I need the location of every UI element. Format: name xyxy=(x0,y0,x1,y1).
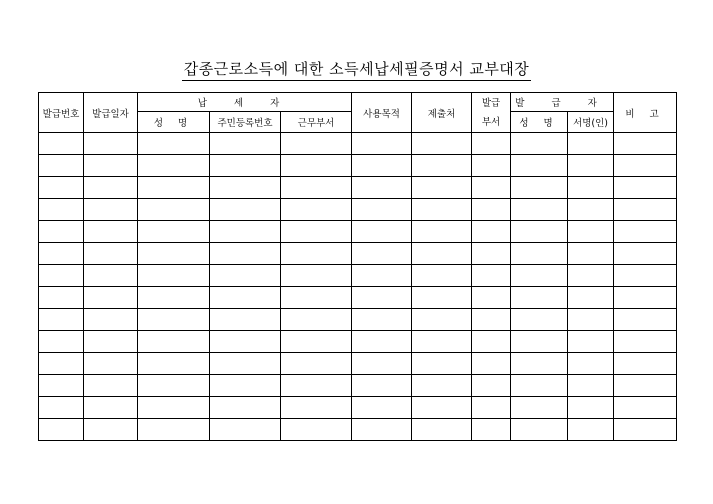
table-cell[interactable] xyxy=(614,243,677,265)
table-cell[interactable] xyxy=(568,221,614,243)
table-cell[interactable] xyxy=(352,287,412,309)
table-cell[interactable] xyxy=(412,309,472,331)
table-cell[interactable] xyxy=(568,287,614,309)
table-cell[interactable] xyxy=(39,133,84,155)
table-cell[interactable] xyxy=(138,309,210,331)
table-cell[interactable] xyxy=(281,221,352,243)
table-cell[interactable] xyxy=(84,265,138,287)
table-cell[interactable] xyxy=(39,177,84,199)
table-row xyxy=(39,265,677,287)
table-cell[interactable] xyxy=(352,331,412,353)
table-cell[interactable] xyxy=(84,199,138,221)
header-remarks: 비 고 xyxy=(614,93,677,133)
table-cell[interactable] xyxy=(84,243,138,265)
table-row xyxy=(39,287,677,309)
table-cell[interactable] xyxy=(412,133,472,155)
table-row xyxy=(39,397,677,419)
table-cell[interactable] xyxy=(352,199,412,221)
table-cell[interactable] xyxy=(84,419,138,441)
table-cell[interactable] xyxy=(138,331,210,353)
table-cell[interactable] xyxy=(568,265,614,287)
table-cell[interactable] xyxy=(511,287,568,309)
table-cell[interactable] xyxy=(84,309,138,331)
table-cell[interactable] xyxy=(138,243,210,265)
table-cell[interactable] xyxy=(614,177,677,199)
table-cell[interactable] xyxy=(511,397,568,419)
table-cell[interactable] xyxy=(352,265,412,287)
table-cell[interactable] xyxy=(412,199,472,221)
table-cell[interactable] xyxy=(412,221,472,243)
table-cell[interactable] xyxy=(39,353,84,375)
table-cell[interactable] xyxy=(84,331,138,353)
table-cell[interactable] xyxy=(352,397,412,419)
table-cell[interactable] xyxy=(210,265,281,287)
table-cell[interactable] xyxy=(511,243,568,265)
table-cell[interactable] xyxy=(614,221,677,243)
issuance-ledger-table xyxy=(38,92,677,441)
table-cell[interactable] xyxy=(412,265,472,287)
table-cell[interactable] xyxy=(511,265,568,287)
table-cell[interactable] xyxy=(138,353,210,375)
table-cell[interactable] xyxy=(138,419,210,441)
table-cell[interactable] xyxy=(614,375,677,397)
header-issuer: 발 급 자 xyxy=(511,93,614,112)
table-cell[interactable] xyxy=(84,287,138,309)
table-row xyxy=(39,309,677,331)
table-row xyxy=(39,221,677,243)
table-cell[interactable] xyxy=(412,243,472,265)
table-cell[interactable] xyxy=(281,133,352,155)
table-cell[interactable] xyxy=(352,243,412,265)
table-cell[interactable] xyxy=(472,309,511,331)
table-cell[interactable] xyxy=(472,331,511,353)
table-cell[interactable] xyxy=(568,199,614,221)
table-cell[interactable] xyxy=(568,353,614,375)
table-cell[interactable] xyxy=(352,133,412,155)
header-purpose: 사용목적 xyxy=(352,93,412,133)
table-cell[interactable] xyxy=(39,155,84,177)
table-cell[interactable] xyxy=(352,155,412,177)
table-cell[interactable] xyxy=(39,265,84,287)
table-cell[interactable] xyxy=(84,375,138,397)
table-cell[interactable] xyxy=(614,287,677,309)
table-cell[interactable] xyxy=(352,177,412,199)
table-cell[interactable] xyxy=(412,397,472,419)
table-cell[interactable] xyxy=(281,265,352,287)
table-cell[interactable] xyxy=(511,419,568,441)
table-cell[interactable] xyxy=(39,243,84,265)
table-row xyxy=(39,353,677,375)
table-cell[interactable] xyxy=(138,287,210,309)
header-submit-to: 제출처 xyxy=(412,93,472,133)
ledger-body xyxy=(39,133,677,441)
table-cell[interactable] xyxy=(138,375,210,397)
table-cell[interactable] xyxy=(352,375,412,397)
header-issue-dept xyxy=(472,93,511,133)
table-row xyxy=(39,375,677,397)
table-cell[interactable] xyxy=(568,397,614,419)
table-cell[interactable] xyxy=(472,287,511,309)
header-issue-dept-line2: 부서 xyxy=(481,116,501,128)
header-issue-dept-line1: 발급 xyxy=(481,97,501,109)
table-cell[interactable] xyxy=(511,177,568,199)
table-cell[interactable] xyxy=(84,133,138,155)
table-cell[interactable] xyxy=(412,177,472,199)
table-cell[interactable] xyxy=(472,133,511,155)
table-cell[interactable] xyxy=(210,243,281,265)
table-cell[interactable] xyxy=(281,199,352,221)
table-cell[interactable] xyxy=(614,331,677,353)
table-cell[interactable] xyxy=(511,133,568,155)
table-cell[interactable] xyxy=(39,331,84,353)
table-cell[interactable] xyxy=(472,397,511,419)
table-cell[interactable] xyxy=(281,309,352,331)
table-row xyxy=(39,199,677,221)
table-cell[interactable] xyxy=(614,199,677,221)
table-cell[interactable] xyxy=(511,155,568,177)
table-cell[interactable] xyxy=(568,133,614,155)
table-cell[interactable] xyxy=(511,331,568,353)
table-cell[interactable] xyxy=(472,419,511,441)
table-cell[interactable] xyxy=(210,419,281,441)
table-cell[interactable] xyxy=(568,375,614,397)
table-cell[interactable] xyxy=(281,353,352,375)
table-cell[interactable] xyxy=(412,375,472,397)
table-cell[interactable] xyxy=(138,397,210,419)
table-cell[interactable] xyxy=(210,353,281,375)
table-cell[interactable] xyxy=(412,331,472,353)
table-cell[interactable] xyxy=(210,331,281,353)
table-row xyxy=(39,133,677,155)
table-cell[interactable] xyxy=(568,243,614,265)
table-cell[interactable] xyxy=(39,375,84,397)
table-cell[interactable] xyxy=(568,331,614,353)
table-row xyxy=(39,331,677,353)
table-cell[interactable] xyxy=(138,177,210,199)
table-cell[interactable] xyxy=(568,155,614,177)
table-cell[interactable] xyxy=(84,177,138,199)
header-issue-date: 발급일자 xyxy=(84,93,138,133)
table-cell[interactable] xyxy=(568,309,614,331)
table-cell[interactable] xyxy=(412,353,472,375)
table-cell[interactable] xyxy=(39,221,84,243)
table-row xyxy=(39,243,677,265)
table-cell[interactable] xyxy=(39,397,84,419)
table-cell[interactable] xyxy=(281,419,352,441)
header-issue-no: 발급번호 xyxy=(39,93,84,133)
table-cell[interactable] xyxy=(614,353,677,375)
table-cell[interactable] xyxy=(138,133,210,155)
header-taxpayer-dept: 근무부서 xyxy=(281,112,352,133)
table-cell[interactable] xyxy=(210,397,281,419)
table-cell[interactable] xyxy=(614,309,677,331)
table-cell[interactable] xyxy=(39,287,84,309)
table-cell[interactable] xyxy=(39,199,84,221)
table-cell[interactable] xyxy=(84,353,138,375)
table-cell[interactable] xyxy=(352,419,412,441)
table-cell[interactable] xyxy=(352,309,412,331)
table-cell[interactable] xyxy=(84,221,138,243)
table-cell[interactable] xyxy=(511,221,568,243)
table-cell[interactable] xyxy=(210,375,281,397)
table-cell[interactable] xyxy=(472,375,511,397)
table-cell[interactable] xyxy=(614,155,677,177)
table-cell[interactable] xyxy=(614,397,677,419)
table-cell[interactable] xyxy=(138,265,210,287)
table-cell[interactable] xyxy=(210,177,281,199)
table-cell[interactable] xyxy=(614,133,677,155)
table-cell[interactable] xyxy=(511,199,568,221)
header-taxpayer: 납 세 자 xyxy=(138,93,352,112)
table-cell[interactable] xyxy=(568,419,614,441)
table-cell[interactable] xyxy=(511,375,568,397)
table-cell[interactable] xyxy=(39,309,84,331)
table-cell[interactable] xyxy=(352,221,412,243)
header-taxpayer-rrn: 주민등록번호 xyxy=(210,112,281,133)
table-cell[interactable] xyxy=(210,309,281,331)
table-cell[interactable] xyxy=(281,155,352,177)
table-cell[interactable] xyxy=(138,199,210,221)
table-cell[interactable] xyxy=(281,287,352,309)
table-cell[interactable] xyxy=(281,331,352,353)
table-row xyxy=(39,177,677,199)
table-cell[interactable] xyxy=(210,221,281,243)
table-cell[interactable] xyxy=(412,287,472,309)
table-cell[interactable] xyxy=(472,221,511,243)
table-cell[interactable] xyxy=(138,221,210,243)
table-cell[interactable] xyxy=(472,265,511,287)
table-cell[interactable] xyxy=(352,353,412,375)
table-cell[interactable] xyxy=(568,177,614,199)
table-cell[interactable] xyxy=(614,419,677,441)
table-cell[interactable] xyxy=(210,133,281,155)
table-cell[interactable] xyxy=(412,419,472,441)
table-cell[interactable] xyxy=(511,353,568,375)
table-cell[interactable] xyxy=(472,155,511,177)
header-issuer-name: 성 명 xyxy=(511,112,568,133)
table-cell[interactable] xyxy=(472,177,511,199)
table-row xyxy=(39,155,677,177)
table-cell[interactable] xyxy=(39,419,84,441)
table-cell[interactable] xyxy=(281,397,352,419)
table-cell[interactable] xyxy=(138,155,210,177)
table-cell[interactable] xyxy=(472,243,511,265)
table-cell[interactable] xyxy=(210,287,281,309)
table-cell[interactable] xyxy=(281,375,352,397)
table-row xyxy=(39,419,677,441)
table-cell[interactable] xyxy=(210,155,281,177)
table-cell[interactable] xyxy=(281,177,352,199)
table-cell[interactable] xyxy=(511,309,568,331)
table-cell[interactable] xyxy=(614,265,677,287)
table-cell[interactable] xyxy=(412,155,472,177)
table-cell[interactable] xyxy=(84,397,138,419)
page-title xyxy=(0,58,713,81)
page-title-text: 갑종근로소득에 대한 소득세납세필증명서 교부대장 xyxy=(182,58,532,81)
header-issuer-sign: 서명(인) xyxy=(568,112,614,133)
table-cell[interactable] xyxy=(281,243,352,265)
table-cell[interactable] xyxy=(472,353,511,375)
table-cell[interactable] xyxy=(210,199,281,221)
table-cell[interactable] xyxy=(84,155,138,177)
table-cell[interactable] xyxy=(472,199,511,221)
header-taxpayer-name: 성 명 xyxy=(138,112,210,133)
